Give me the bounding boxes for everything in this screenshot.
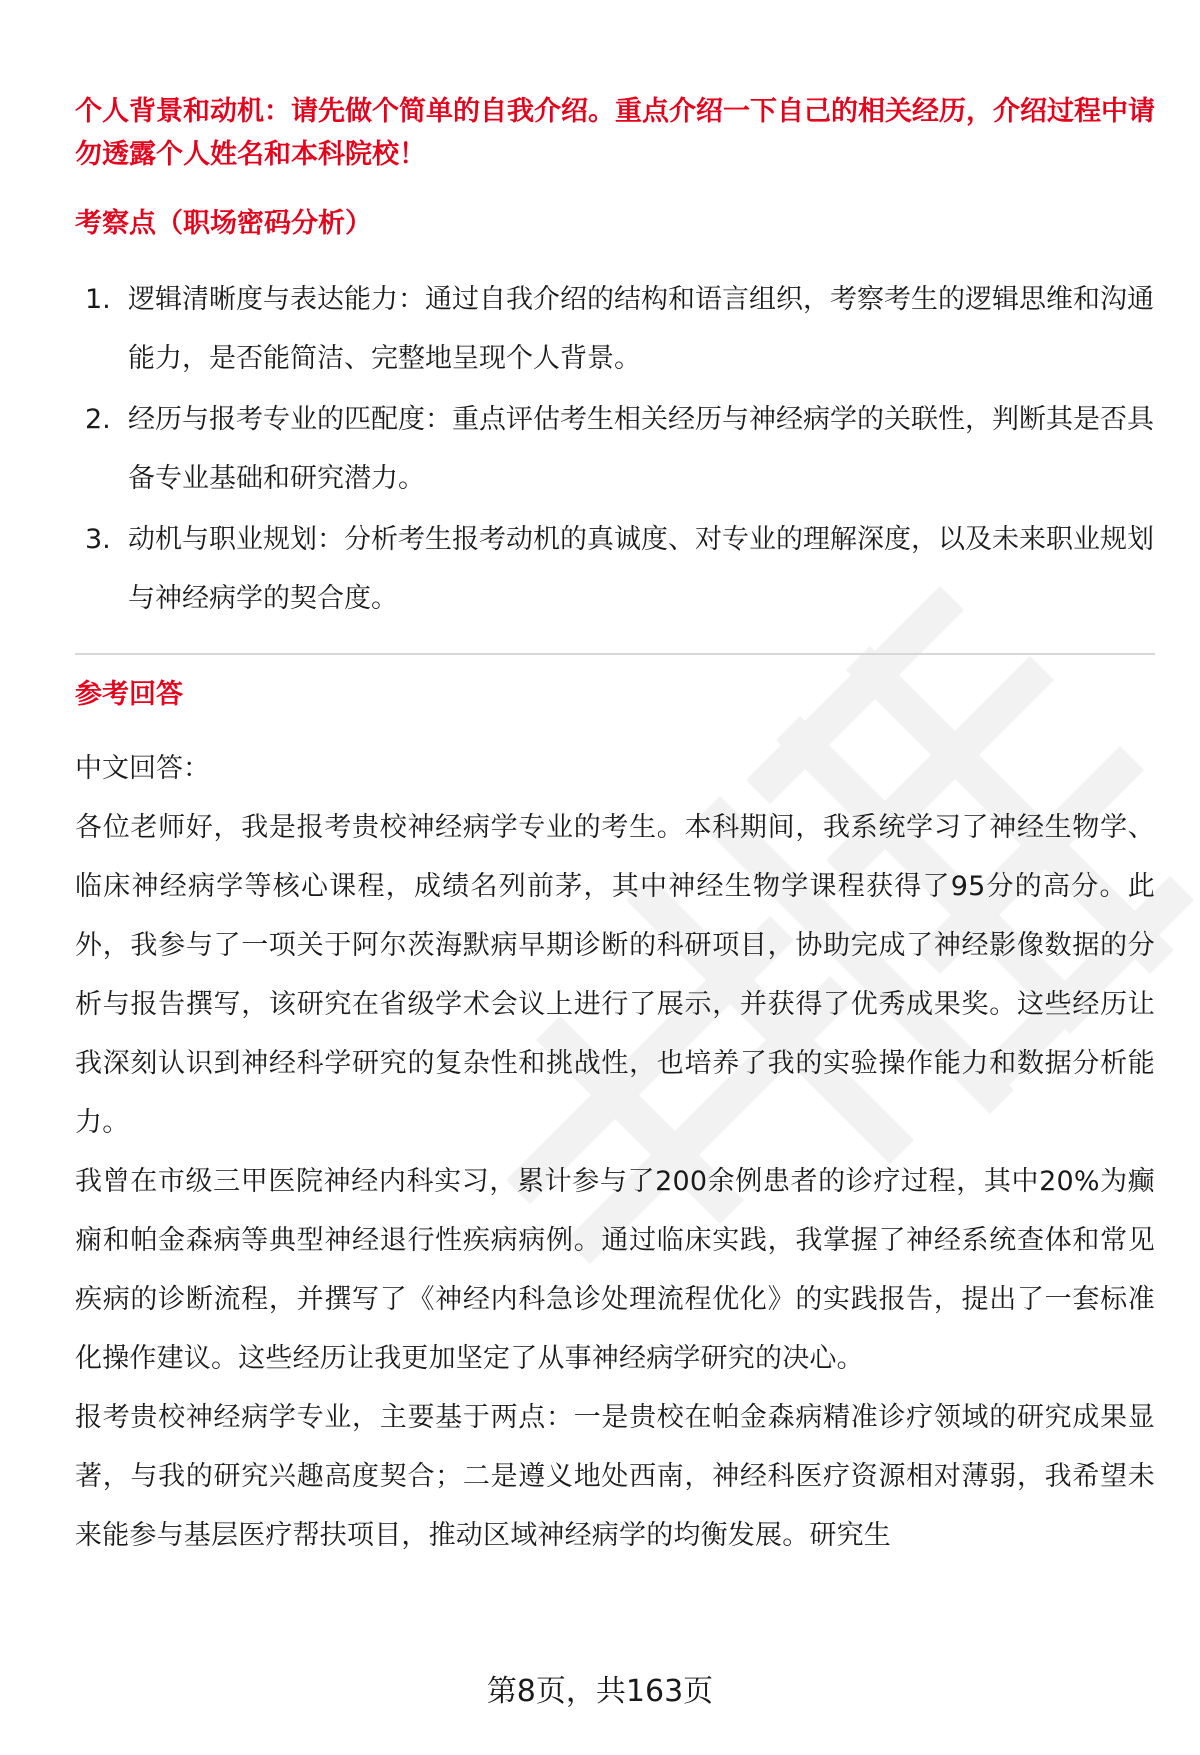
list-item-number: 2. [85,404,111,435]
list-item-text: 逻辑清晰度与表达能力：通过自我介绍的结构和语言组织，考察考生的逻辑思维和沟通能力，是否能简洁、完整地呈现个人背景。 [128,284,1154,374]
section-divider [75,653,1155,655]
list-item-number: 3. [85,524,111,555]
list-item-text: 经历与报考专业的匹配度：重点评估考生相关经历与神经病学的关联性，判断其是否具备专业基础和研究潜力。 [128,404,1154,494]
page-number-footer: 第8页，共163页 [486,1674,714,1709]
points-section-title: 考察点（职场密码分析） [75,208,372,239]
list-item-text: 动机与职业规划：分析考生报考动机的真诚度、对专业的理解深度，以及未来职业规划与神经病学的契合度。 [128,524,1154,614]
answer-paragraph: 各位老师好，我是报考贵校神经病学专业的考生。本科期间，我系统学习了神经生物学、临床神经病学等核心课程，成绩名列前茅，其中神经生物学课程获得了95分的高分。此外，我参与了一项关于阿尔茨海默病早期诊断的科研项目，协助完成了神经影像数据的分析与报告撰写，该研究在省级学术会议上进行了展示，并获得了优秀成果奖。这些经历让我深刻认识到神经科学研究的复杂性和挑战性，也培养了我的实验操作能力和数据分析能力。 [75,812,1155,1138]
list-item [75,510,1155,628]
question-heading: 个人背景和动机：请先做个简单的自我介绍。重点介绍一下自己的相关经历，介绍过程中请勿透露个人姓名和本科院校！ [75,96,1155,170]
list-item-number: 1. [85,284,111,315]
content-area [75,90,1155,1565]
answer-section-title: 参考回答 [75,679,183,710]
answer-paragraph: 报考贵校神经病学专业，主要基于两点：一是贵校在帕金森病精准诊疗领域的研究成果显著，与我的研究兴趣高度契合；二是遵义地处西南，神经科医疗资源相对薄弱，我希望未来能参与基层医疗帮扶项目，推动区域神经病学的均衡发展。研究生 [75,1402,1155,1551]
list-item [75,270,1155,388]
assessment-points-list [75,270,1155,628]
answer-language-label: 中文回答： [75,753,210,784]
answer-paragraph: 我曾在市级三甲医院神经内科实习，累计参与了200余例患者的诊疗过程，其中20%为癫痫和帕金森病等典型神经退行性疾病病例。通过临床实践，我掌握了神经系统查体和常见疾病的诊断流程，并撰写了《神经内科急诊处理流程优化》的实践报告，提出了一套标准化操作建议。这些经历让我更加坚定了从事神经病学研究的决心。 [75,1166,1155,1374]
list-item [75,390,1155,508]
